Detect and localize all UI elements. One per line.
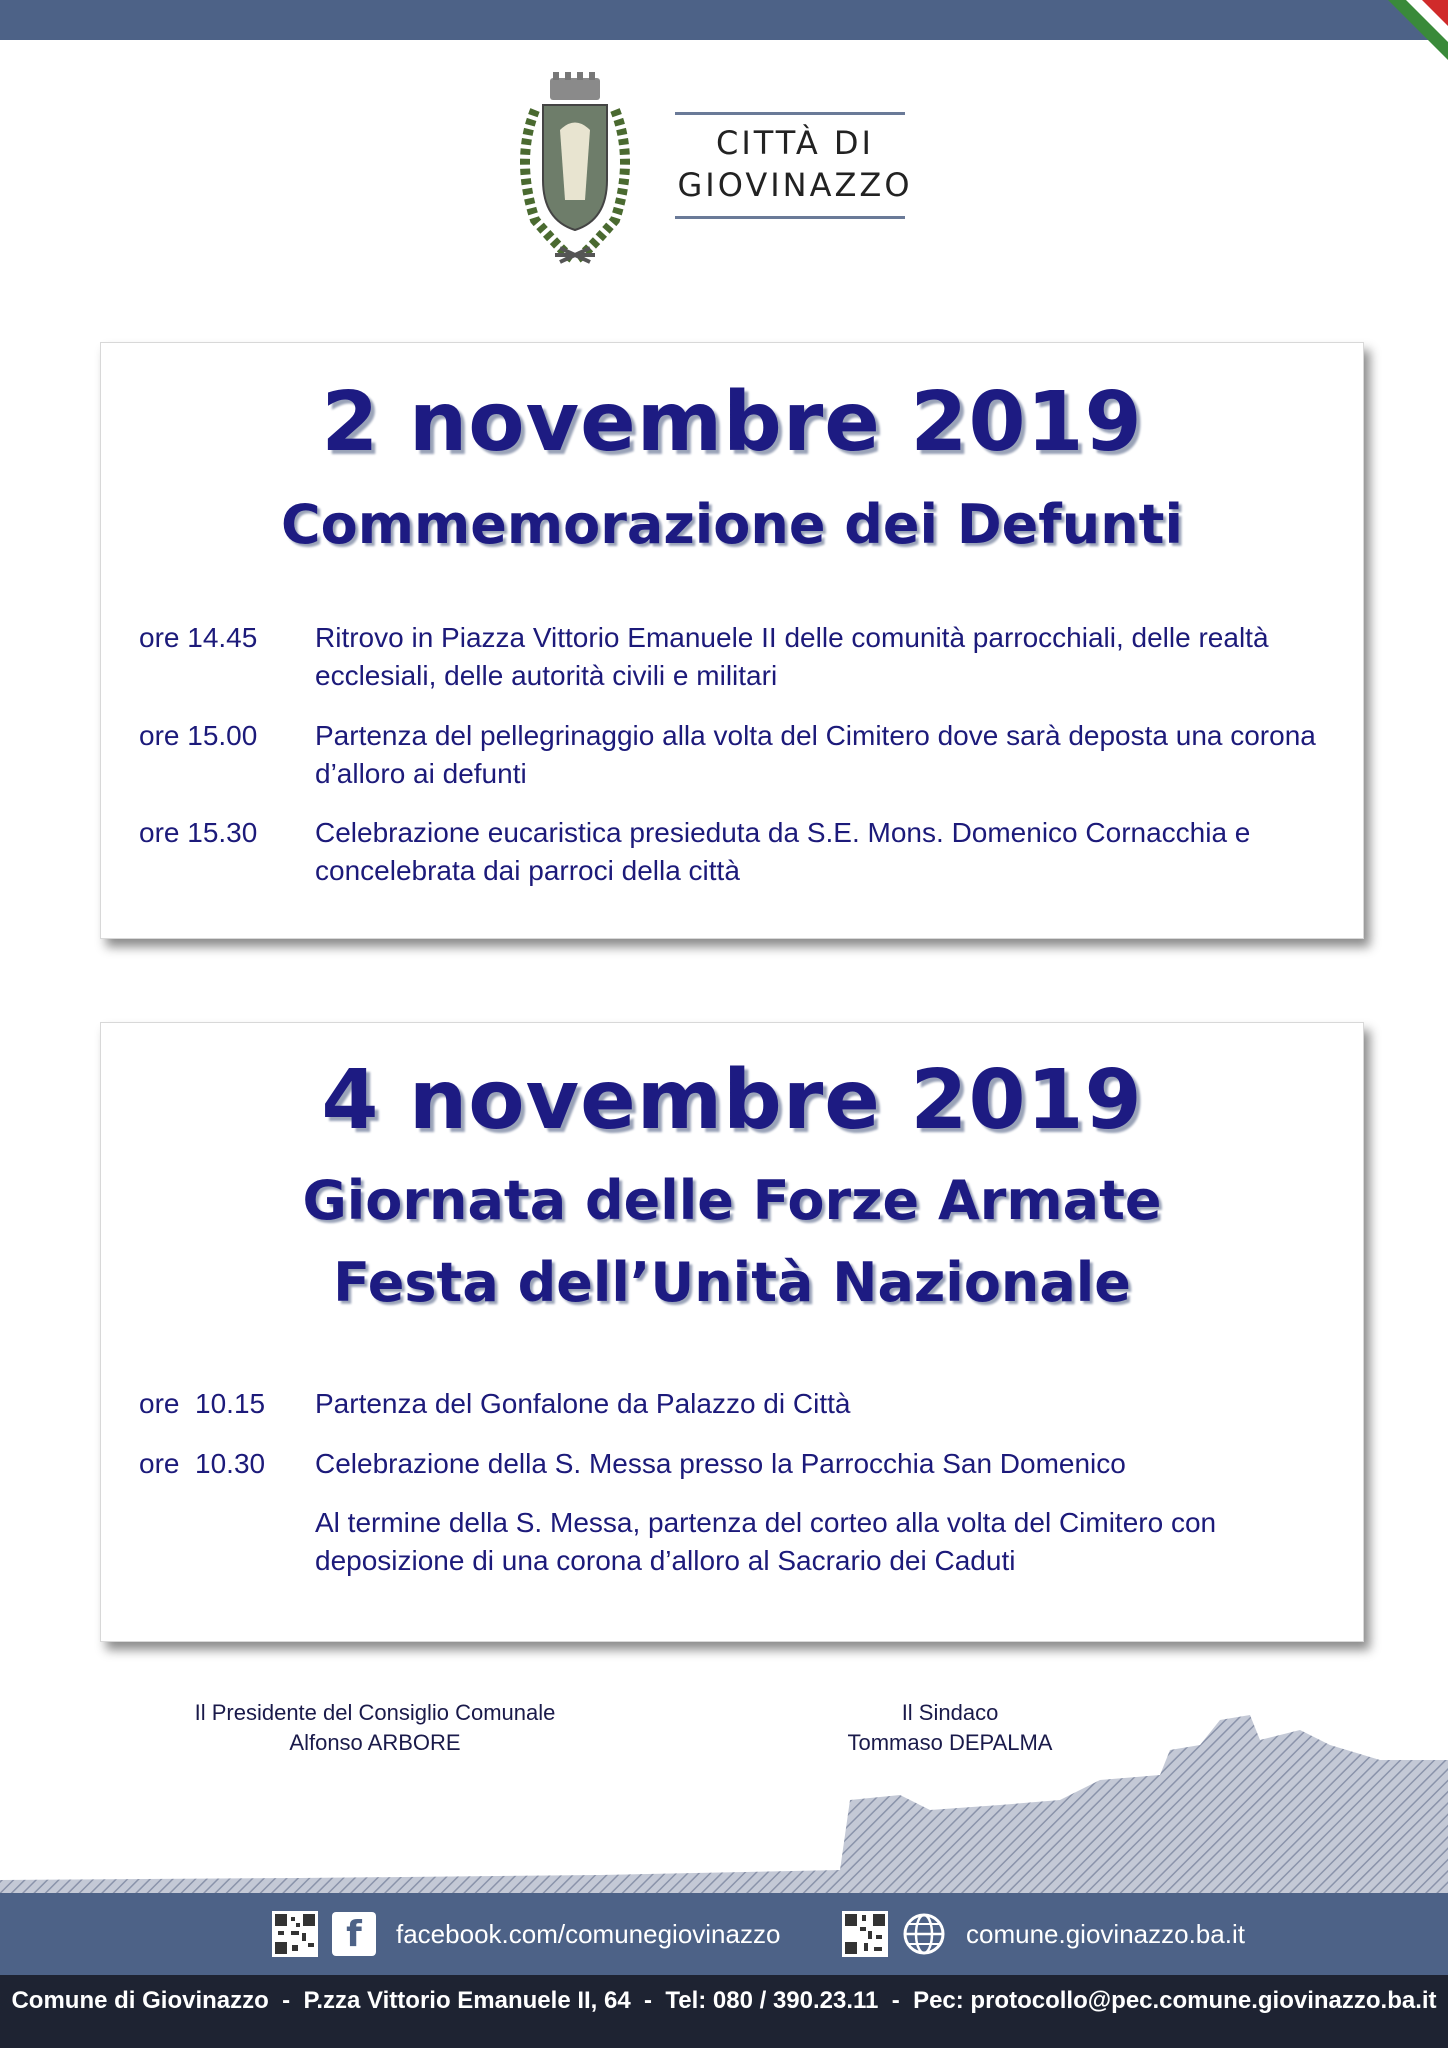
program-time: ore 10.30 bbox=[139, 1448, 266, 1479]
program-desc: Partenza del Gonfalone da Palazzo di Città bbox=[315, 1388, 851, 1419]
qr-code-icon bbox=[272, 1911, 318, 1957]
city-crest-logo bbox=[505, 70, 645, 270]
event-title-line1: Giornata delle Forze Armate bbox=[302, 1169, 1162, 1232]
footer-social-band bbox=[0, 1893, 1448, 1975]
website-url: comune.giovinazzo.ba.it bbox=[966, 1918, 1245, 1949]
signature-name: Tommaso DEPALMA bbox=[847, 1730, 1053, 1755]
rule-top bbox=[675, 112, 905, 115]
city-name-block bbox=[675, 112, 913, 222]
signature-role: Il Presidente del Consiglio Comunale bbox=[194, 1700, 556, 1725]
signature-mayor bbox=[800, 1698, 1100, 1758]
city-name-line1: CITTÀ DI bbox=[716, 124, 874, 162]
qr-code-icon bbox=[842, 1911, 888, 1957]
event-date: 4 novembre 2019 bbox=[321, 1053, 1143, 1148]
facebook-url: facebook.com/comunegiovinazzo bbox=[396, 1918, 781, 1949]
signature-role: Il Sindaco bbox=[901, 1700, 999, 1725]
top-bar bbox=[0, 0, 1448, 40]
globe-icon bbox=[902, 1912, 946, 1956]
program-time: ore 15.00 bbox=[139, 720, 258, 751]
header bbox=[0, 60, 1448, 280]
program-time: ore 14.45 bbox=[139, 622, 258, 653]
signature-president bbox=[150, 1698, 600, 1758]
website-link[interactable] bbox=[842, 1893, 1245, 1975]
event-title: Commemorazione dei Defunti bbox=[281, 493, 1183, 556]
program-time: ore 10.15 bbox=[139, 1388, 266, 1419]
program-time: ore 15.30 bbox=[139, 817, 258, 848]
event-card-forze-armate bbox=[100, 1022, 1364, 1642]
city-name-line2: GIOVINAZZO bbox=[677, 166, 913, 204]
program-desc: Partenza del pellegrinaggio alla volta del Cimitero dove sarà deposta una corona d’alloro ai defunti bbox=[315, 720, 1316, 789]
event-title-line2: Festa dell’Unità Nazionale bbox=[333, 1251, 1131, 1314]
program-desc: Al termine della S. Messa, partenza del corteo alla volta del Cimitero con deposizione di una corona d’alloro al Sacrario dei Caduti bbox=[315, 1507, 1217, 1576]
program-desc: Celebrazione della S. Messa presso la Parrocchia San Domenico bbox=[315, 1448, 1126, 1479]
facebook-icon: f bbox=[332, 1912, 376, 1956]
facebook-link[interactable] bbox=[272, 1893, 780, 1975]
program-desc: Celebrazione eucaristica presieduta da S.E. Mons. Domenico Cornacchia e concelebrata dai parroci della città bbox=[315, 817, 1251, 886]
signature-name: Alfonso ARBORE bbox=[289, 1730, 461, 1755]
rule-bottom bbox=[675, 216, 905, 219]
event-date: 2 novembre 2019 bbox=[321, 375, 1143, 470]
contact-info: Comune di Giovinazzo - P.zza Vittorio Emanuele II, 64 - Tel: 080 / 390.23.11 - Pec: protocollo@pec.comune.giovinazzo.ba.it bbox=[11, 1987, 1437, 2014]
event-card-commemorazione bbox=[100, 342, 1364, 939]
program-desc: Ritrovo in Piazza Vittorio Emanuele II delle comunità parrocchiali, delle realtà ecclesiali, delle autorità civili e militari bbox=[315, 622, 1269, 691]
footer-contact-band bbox=[0, 1975, 1448, 2048]
